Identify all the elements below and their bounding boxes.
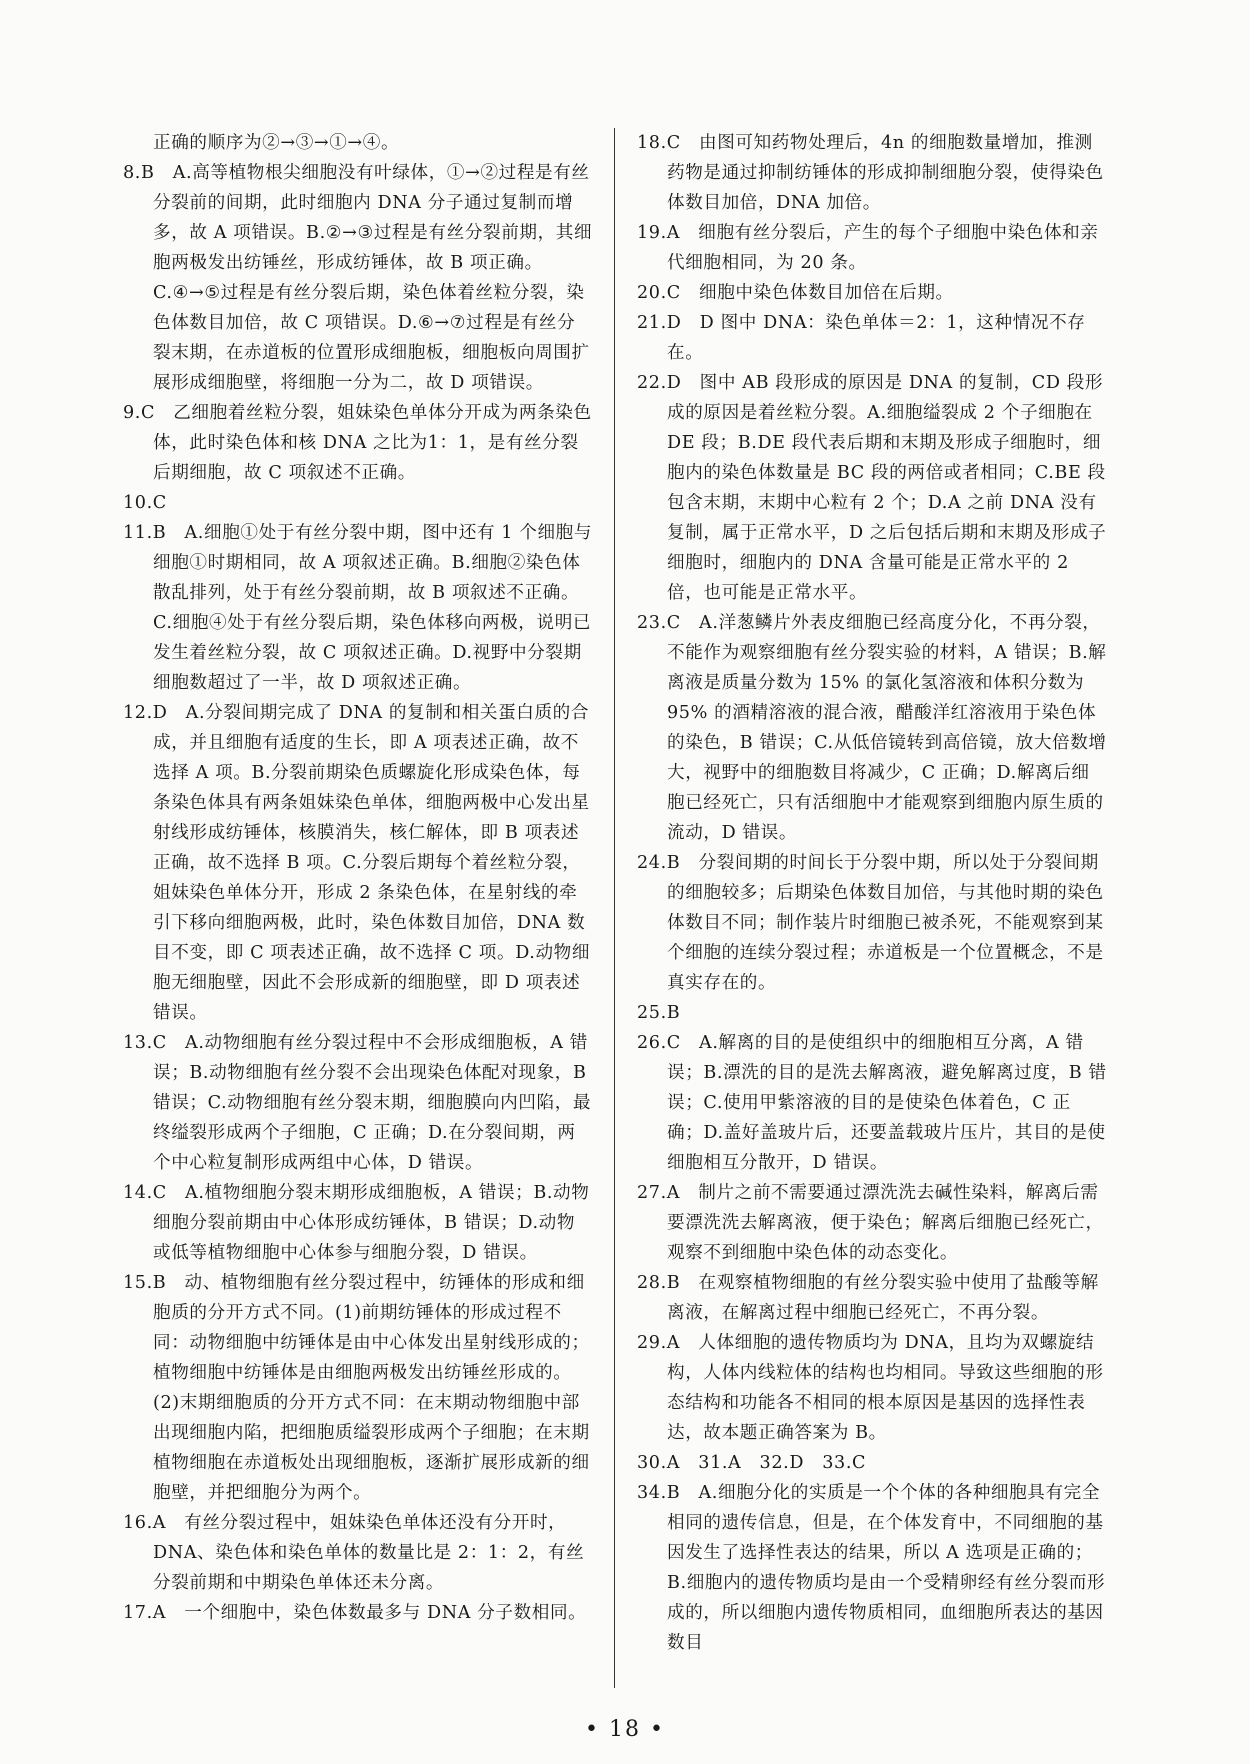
answer-item: 30.A 31.A 32.D 33.C (637, 1453, 867, 1473)
left-column (123, 128, 593, 1628)
right-column (637, 128, 1107, 1658)
answer-item: 9.C 乙细胞着丝粒分裂，姐妹染色单体分开成为两条染色体，此时染色体和核 DNA 之比为1：1，是有丝分裂后期细胞，故 C 项叙述不正确。 (123, 403, 592, 483)
answer-item: 8.B A.高等植物根尖细胞没有叶绿体，①→②过程是有丝分裂前的间期，此时细胞内 DNA 分子通过复制而增多，故 A 项错误。B.②→③过程是有丝分裂前期，其细胞两极发出纺锤丝，形成纺锤体，故 B 项正确。C.④→⑤过程是有丝分裂后期，染色体着丝粒分裂，染色体数目加倍，故 C 项错误。D.⑥→⑦过程是有丝分裂末期，在赤道板的位置形成细胞板，细胞板向周围扩展形成细胞壁，将细胞一分为二，故 D 项错误。 (123, 163, 593, 393)
column-divider (614, 128, 615, 1688)
answer-item: 19.A 细胞有丝分裂后，产生的每个子细胞中染色体和亲代细胞相同，为 20 条。 (637, 223, 1099, 273)
answer-item: 18.C 由图可知药物处理后，4n 的细胞数量增加，推测药物是通过抑制纺锤体的形成抑制细胞分裂，使得染色体数目加倍，DNA 加倍。 (637, 133, 1104, 213)
answer-item: 14.C A.植物细胞分裂末期形成细胞板，A 错误；B.动物细胞分裂前期由中心体形成纺锤体，B 错误；D.动物或低等植物细胞中心体参与细胞分裂，D 错误。 (123, 1183, 590, 1263)
answer-item: 12.D A.分裂间期完成了 DNA 的复制和相关蛋白质的合成，并且细胞有适度的生长，即 A 项表述正确，故不选择 A 项。B.分裂前期染色质螺旋化形成染色体，每条染色体具有两条姐妹染色单体，细胞两极中心发出星射线形成纺锤体，核膜消失，核仁解体，即 B 项表述正确，故不选择 B 项。C.分裂后期每个着丝粒分裂，姐妹染色单体分开，形成 2 条染色体，在星射线的牵引下移向细胞两极，此时，染色体数目加倍，DNA 数目不变，即 C 项表述正确，故不选择 C 项。D.动物细胞无细胞壁，因此不会形成新的细胞壁，即 D 项表述错误。 (123, 703, 591, 1023)
answer-item: 22.D 图中 AB 段形成的原因是 DNA 的复制，CD 段形成的原因是着丝粒分裂。A.细胞缢裂成 2 个子细胞在 DE 段；B.DE 段代表后期和末期及形成子细胞时，细胞内的染色体数量是 BC 段的两倍或者相同；C.BE 段包含末期，末期中心粒有 2 个；D.A 之前 DNA 没有复制，属于正常水平，D 之后包括后期和末期及形成子细胞时，细胞内的 DNA 含量可能是正常水平的 2 倍，也可能是正常水平。 (637, 373, 1107, 603)
answer-item: 25.B (637, 1003, 681, 1023)
answer-item: 17.A 一个细胞中，染色体数最多与 DNA 分子数相同。 (123, 1603, 587, 1623)
answer-item: 15.B 动、植物细胞有丝分裂过程中，纺锤体的形成和细胞质的分开方式不同。(1)前期纺锤体的形成过程不同：动物细胞中纺锤体是由中心体发出星射线形成的；植物细胞中纺锤体是由细胞两极发出纺锤丝形成的。(2)末期细胞质的分开方式不同：在末期动物细胞中部出现细胞内陷，把细胞质缢裂形成两个子细胞；在末期植物细胞在赤道板处出现细胞板，逐渐扩展形成新的细胞壁，并把细胞分为两个。 (123, 1273, 590, 1503)
answer-item: 24.B 分裂间期的时间长于分裂中期，所以处于分裂间期的细胞较多；后期染色体数目加倍，与其他时期的染色体数目不同；制作装片时细胞已被杀死，不能观察到某个细胞的连续分裂过程；赤道板是一个位置概念，不是真实存在的。 (637, 853, 1104, 993)
answer-item: 21.D D 图中 DNA：染色单体＝2：1，这种情况不存在。 (637, 313, 1086, 363)
answer-item: 20.C 细胞中染色体数目加倍在后期。 (637, 283, 954, 303)
answer-item: 11.B A.细胞①处于有丝分裂中期，图中还有 1 个细胞与细胞①时期相同，故 A 项叙述正确。B.细胞②染色体散乱排列，处于有丝分裂前期，故 B 项叙述不正确。C.细胞④处于有丝分裂后期，染色体移向两极，说明已发生着丝粒分裂，故 C 项叙述正确。D.视野中分裂期细胞数超过了一半，故 D 项叙述正确。 (123, 523, 593, 693)
answer-item: 27.A 制片之前不需要通过漂洗洗去碱性染料，解离后需要漂洗洗去解离液，便于染色；解离后细胞已经死亡，观察不到细胞中染色体的动态变化。 (637, 1183, 1104, 1263)
answer-item: 10.C (123, 493, 167, 513)
answer-item: 34.B A.细胞分化的实质是一个个体的各种细胞具有完全相同的遗传信息，但是，在个体发育中，不同细胞的基因发生了选择性表达的结果，所以 A 选项是正确的；B.细胞内的遗传物质均是由一个受精卵经有丝分裂而形成的，所以细胞内遗传物质相同，血细胞所表达的基因数目 (637, 1483, 1106, 1653)
answer-item: 28.B 在观察植物细胞的有丝分裂实验中使用了盐酸等解离液，在解离过程中细胞已经死亡，不再分裂。 (637, 1273, 1099, 1323)
answer-item: 16.A 有丝分裂过程中，姐妹染色单体还没有分开时，DNA、染色体和染色单体的数量比是 2：1：2，有丝分裂前期和中期染色单体还未分离。 (123, 1513, 585, 1593)
page-number: • 18 • (585, 1717, 665, 1742)
answer-item: 26.C A.解离的目的是使组织中的细胞相互分离，A 错误；B.漂洗的目的是洗去解离液，避免解离过度，B 错误；C.使用甲紫溶液的目的是使染色体着色，C 正确；D.盖好盖玻片后，还要盖载玻片压片，其目的是使细胞相互分散开，D 错误。 (637, 1033, 1107, 1173)
answer-item: 23.C A.洋葱鳞片外表皮细胞已经高度分化，不再分裂，不能作为观察细胞有丝分裂实验的材料，A 错误；B.解离液是质量分数为 15% 的氯化氢溶液和体积分数为 95% 的酒精溶液的混合液，醋酸洋红溶液用于染色体的染色，B 错误；C.从低倍镜转到高倍镜，放大倍数增大，视野中的细胞数目将减少，C 正确；D.解离后细胞已经死亡，只有活细胞中才能观察到细胞内原生质的流动，D 错误。 (637, 613, 1107, 843)
answer-item: 13.C A.动物细胞有丝分裂过程中不会形成细胞板，A 错误；B.动物细胞有丝分裂不会出现染色体配对现象，B 错误；C.动物细胞有丝分裂末期，细胞膜向内凹陷，最终缢裂形成两个子细胞，C 正确；D.在分裂间期，两个中心粒复制形成两组中心体，D 错误。 (123, 1033, 592, 1173)
answer-item: 正确的顺序为②→③→①→④。 (153, 133, 400, 153)
answer-item: 29.A 人体细胞的遗传物质均为 DNA，且均为双螺旋结构，人体内线粒体的结构也均相同。导致这些细胞的形态结构和功能各不相同的根本原因是基因的选择性表达，故本题正确答案为 B。 (637, 1333, 1104, 1443)
